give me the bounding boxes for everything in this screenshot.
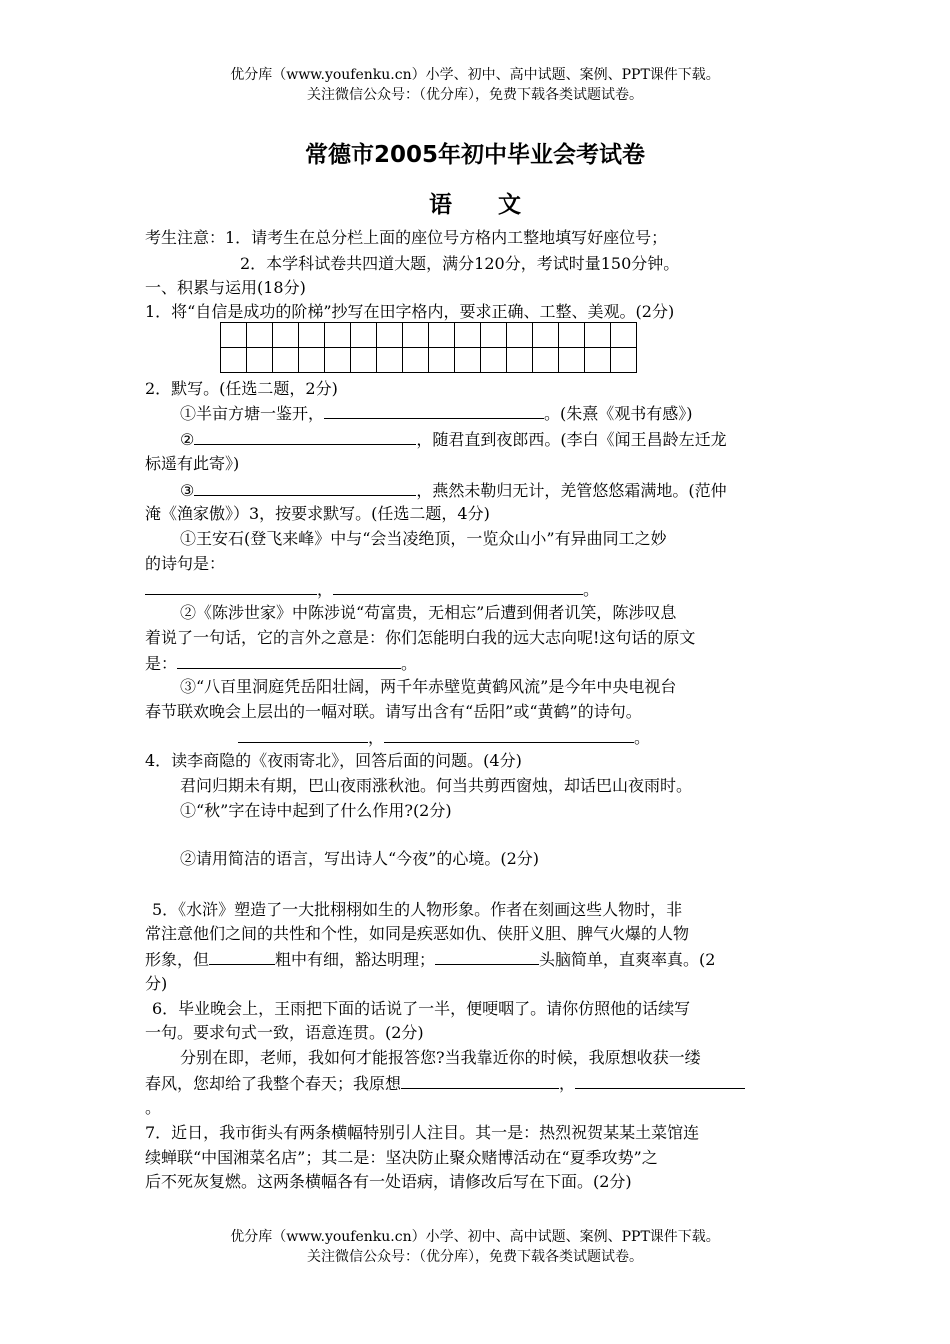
question-2-item-1 [180,402,845,425]
period: 。 [634,728,651,747]
q5-text-b: 粗中有细，豁达明理； [275,950,436,969]
question-4-poem: 君问归期未有期，巴山夜雨涨秋池。何当共剪西窗烛，却话巴山夜雨时。 [180,776,693,795]
separator: ， [559,1074,576,1093]
answer-blank[interactable] [384,726,634,743]
answer-blank[interactable] [145,578,317,595]
q2-item-3-marker: ③ [180,481,195,500]
q5-text-c: 头脑简单，直爽率真。(2 [539,950,716,969]
question-4-sub-2: ②请用简洁的语言，写出诗人“今夜”的心境。(2分) [180,849,540,868]
question-2-item-2-cont: 标遥有此寄》) [145,454,240,473]
section-heading: 一、积累与运用(18分) [145,278,306,297]
question-5-line-4: 分) [145,974,168,993]
notice-line-1: 考生注意：1．请考生在总分栏上面的座位号方格内工整地填写好座位号； [145,228,668,247]
question-6-line-3: 分别在即，老师，我如何才能报答您?当我靠近你的时候，我原想收获一缕 [180,1048,701,1067]
header-line-2: 关注微信公众号：（优分库），免费下载各类试题试卷。 [307,87,643,103]
question-2-item-3 [180,479,845,502]
writing-grid[interactable] [220,322,637,373]
notice-line-2: 2．本学科试卷共四道大题，满分120分，考试时量150分钟。 [240,254,680,273]
answer-blank[interactable] [324,402,544,419]
header-line-1: 优分库（www.youfenku.cn）小学、初中、高中试题、案例、PPT课件下载。 [230,67,720,83]
question-3-item-1-answer [145,578,810,601]
footer-line-2: 关注微信公众号：（优分库），免费下载各类试题试卷。 [307,1249,643,1265]
subject-title: 语 文 [429,192,521,218]
answer-blank[interactable] [238,726,368,743]
question-3-item-2: ②《陈涉世家》中陈涉说“苟富贵，无相忘”后遭到佣者讥笑，陈涉叹息 [180,603,677,622]
question-3-item-2-answer [145,652,810,675]
question-4-sub-1: ①“秋”字在诗中起到了什么作用?(2分) [180,801,452,820]
question-4-stem: 4．读李商隐的《夜雨寄北》，回答后面的问题。(4分) [145,751,522,770]
question-3-stem: 淹《渔家傲》）3，按要求默写。(任选二题，4分) [145,504,490,523]
question-3-item-3-answer [238,726,903,749]
question-5-line-2: 常注意他们之间的共性和个性，如同是疾恶如仇、侠肝义胆、脾气火爆的人物 [145,924,690,943]
answer-blank[interactable] [575,1072,745,1089]
answer-blank[interactable] [401,1072,559,1089]
q2-item-2-marker: ② [180,430,195,449]
q2-item-3-text: ，燕然未勒归无计，羌管悠悠霜满地。(范仲 [416,481,727,500]
question-6-line-5: 。 [145,1098,162,1117]
question-6-line-2: 一句。要求句式一致，语意连贯。(2分) [145,1023,424,1042]
q3-item-2-prefix: 是： [145,654,178,673]
question-3-item-1: ①王安石(登飞来峰》中与“会当凌绝顶，一览众山小”有异曲同工之妙 [180,529,667,548]
question-6-line-4 [145,1072,810,1095]
separator: ， [317,580,334,599]
answer-blank[interactable] [435,948,539,965]
q6-text: 春风，您却给了我整个春天；我原想 [145,1074,402,1093]
question-2-stem: 2．默写。(任选二题，2分) [145,379,338,398]
separator: ， [368,728,385,747]
question-3-item-3-cont: 春节联欢晚会上层出的一幅对联。请写出含有“岳阳”或“黄鹤”的诗句。 [145,702,642,721]
answer-blank[interactable] [209,948,275,965]
question-7-line-1: 7．近日，我市街头有两条横幅特别引人注目。其一是：热烈祝贺某某土菜馆连 [145,1123,700,1142]
period: 。 [583,580,600,599]
q2-item-1-source: 。(朱熹《观书有感》) [544,404,693,423]
question-5-line-3 [145,948,810,971]
question-6-line-1: 6．毕业晚会上，王雨把下面的话说了一半，便哽咽了。请你仿照他的话续写 [152,999,691,1018]
question-3-item-3: ③“八百里洞庭凭岳阳壮阔，两千年赤壁览黄鹤风流”是今年中央电视台 [180,677,677,696]
q5-text-a: 形象，但 [145,950,210,969]
footer-line-1: 优分库（www.youfenku.cn）小学、初中、高中试题、案例、PPT课件下载。 [230,1229,720,1245]
question-1: 1．将“自信是成功的阶梯”抄写在田字格内，要求正确、工整、美观。(2分) [145,302,675,321]
period: 。 [401,654,418,673]
exam-title: 常德市2005年初中毕业会考试卷 [304,142,645,168]
question-3-item-2-cont: 着说了一句话，它的言外之意是：你们怎能明白我的远大志向呢!这句话的原文 [145,628,696,647]
answer-blank[interactable] [194,479,416,496]
question-5-line-1: 5．《水浒》塑造了一大批栩栩如生的人物形象。作者在刻画这些人物时，非 [152,900,683,919]
question-2-item-2 [180,428,845,451]
question-3-item-1-cont: 的诗句是： [145,554,226,573]
question-7-line-3: 后不死灰复燃。这两条横幅各有一处语病，请修改后写在下面。(2分) [145,1172,632,1191]
question-7-line-2: 续蝉联“中国湘菜名店”；其二是：坚决防止聚众赌博活动在“夏季攻势”之 [145,1148,658,1167]
answer-blank[interactable] [194,428,416,445]
answer-blank[interactable] [177,652,401,669]
q2-item-2-text: ，随君直到夜郎西。(李白《闻王昌龄左迁龙 [416,430,727,449]
answer-blank[interactable] [333,578,583,595]
q2-item-1-text: ①半亩方塘一鉴开， [180,404,325,423]
